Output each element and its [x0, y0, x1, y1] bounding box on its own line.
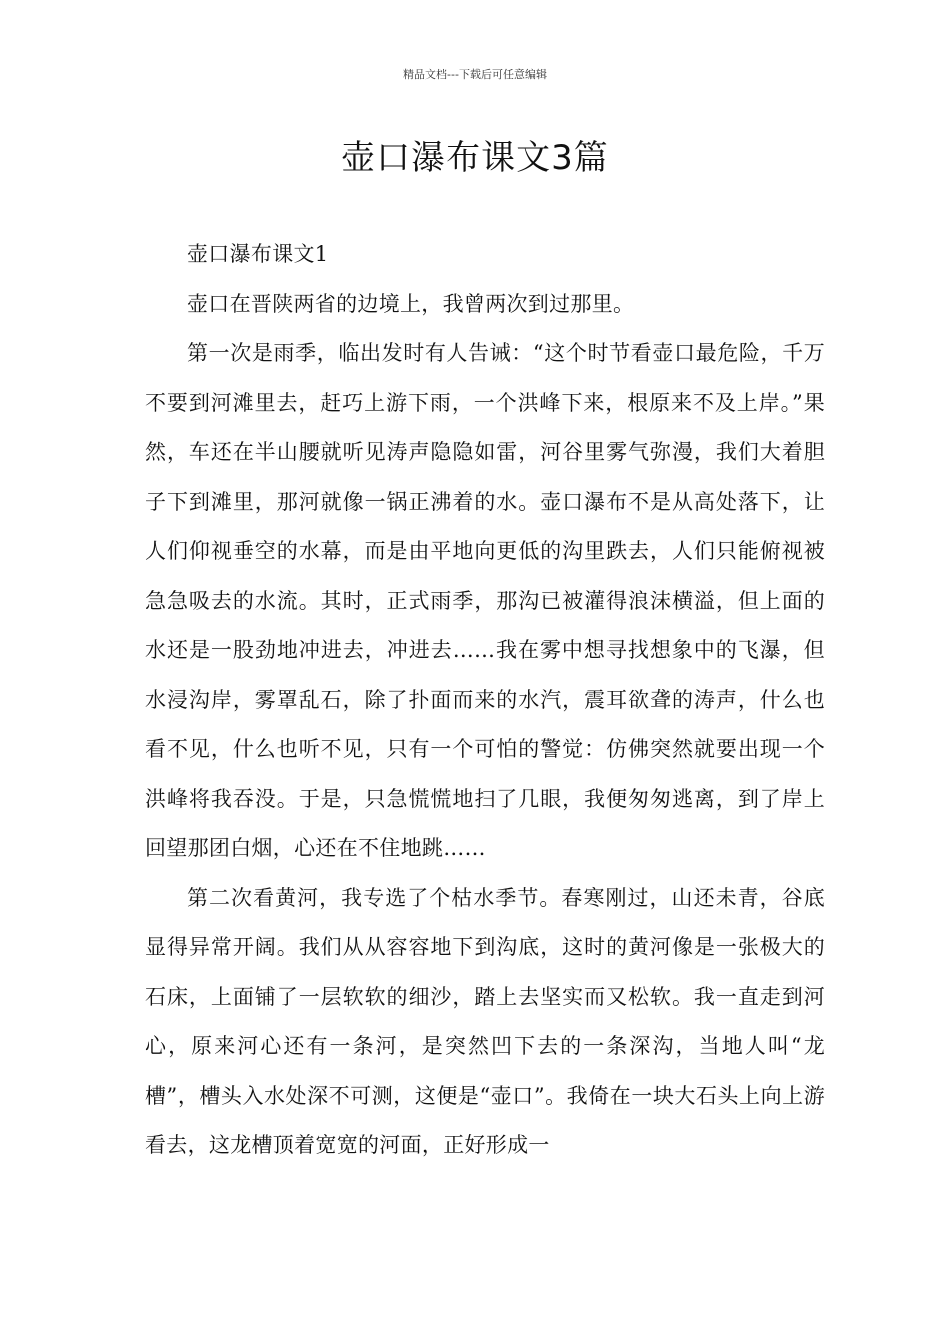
document-body: [145, 230, 825, 1171]
document-title: 壶口瀑布课文3篇: [341, 138, 609, 178]
paragraph: 壶口在晋陕两省的边境上，我曾两次到过那里。: [187, 291, 635, 316]
paragraph: 第一次是雨季，临出发时有人告诫：“这个时节看壶口最危险，千万不要到河滩里去，赶巧上游下雨，一个洪峰下来，根原来不及上岸。”果然，车还在半山腰就听见涛声隐隐如雷，河谷里雾气弥漫，我们大着胆子下到滩里，那河就像一锅正沸着的水。壶口瀑布不是从高处落下，让人们仰视垂空的水幕，而是由平地向更低的沟里跌去，人们只能俯视被急急吸去的水流。其时，正式雨季，那沟已被灌得浪沫横溢，但上面的水还是一股劲地冲进去，冲进去……我在雾中想寻找想象中的飞瀑，但水浸沟岸，雾罩乱石，除了扑面而来的水汽，震耳欲聋的涛声，什么也看不见，什么也听不见，只有一个可怕的警觉：仿佛突然就要出现一个洪峰将我吞没。于是，只急慌慌地扫了几眼，我便匆匆逃离，到了岸上回望那团白烟，心还在不住地跳……: [145, 341, 825, 860]
header-note: 精品文档---下载后可任意编辑: [403, 68, 547, 81]
section-heading: 壶口瀑布课文1: [187, 242, 329, 266]
paragraph: 第二次看黄河，我专选了个枯水季节。春寒刚过，山还未青，谷底显得异常开阔。我们从从容容地下到沟底，这时的黄河像是一张极大的石床，上面铺了一层软软的细沙，踏上去坚实而又松软。我一直走到河心，原来河心还有一条河，是突然凹下去的一条深沟，当地人叫“龙槽”，槽头入水处深不可测，这便是“壶口”。我倚在一块大石头上向上游看去，这龙槽顶着宽宽的河面，正好形成一: [145, 885, 825, 1157]
